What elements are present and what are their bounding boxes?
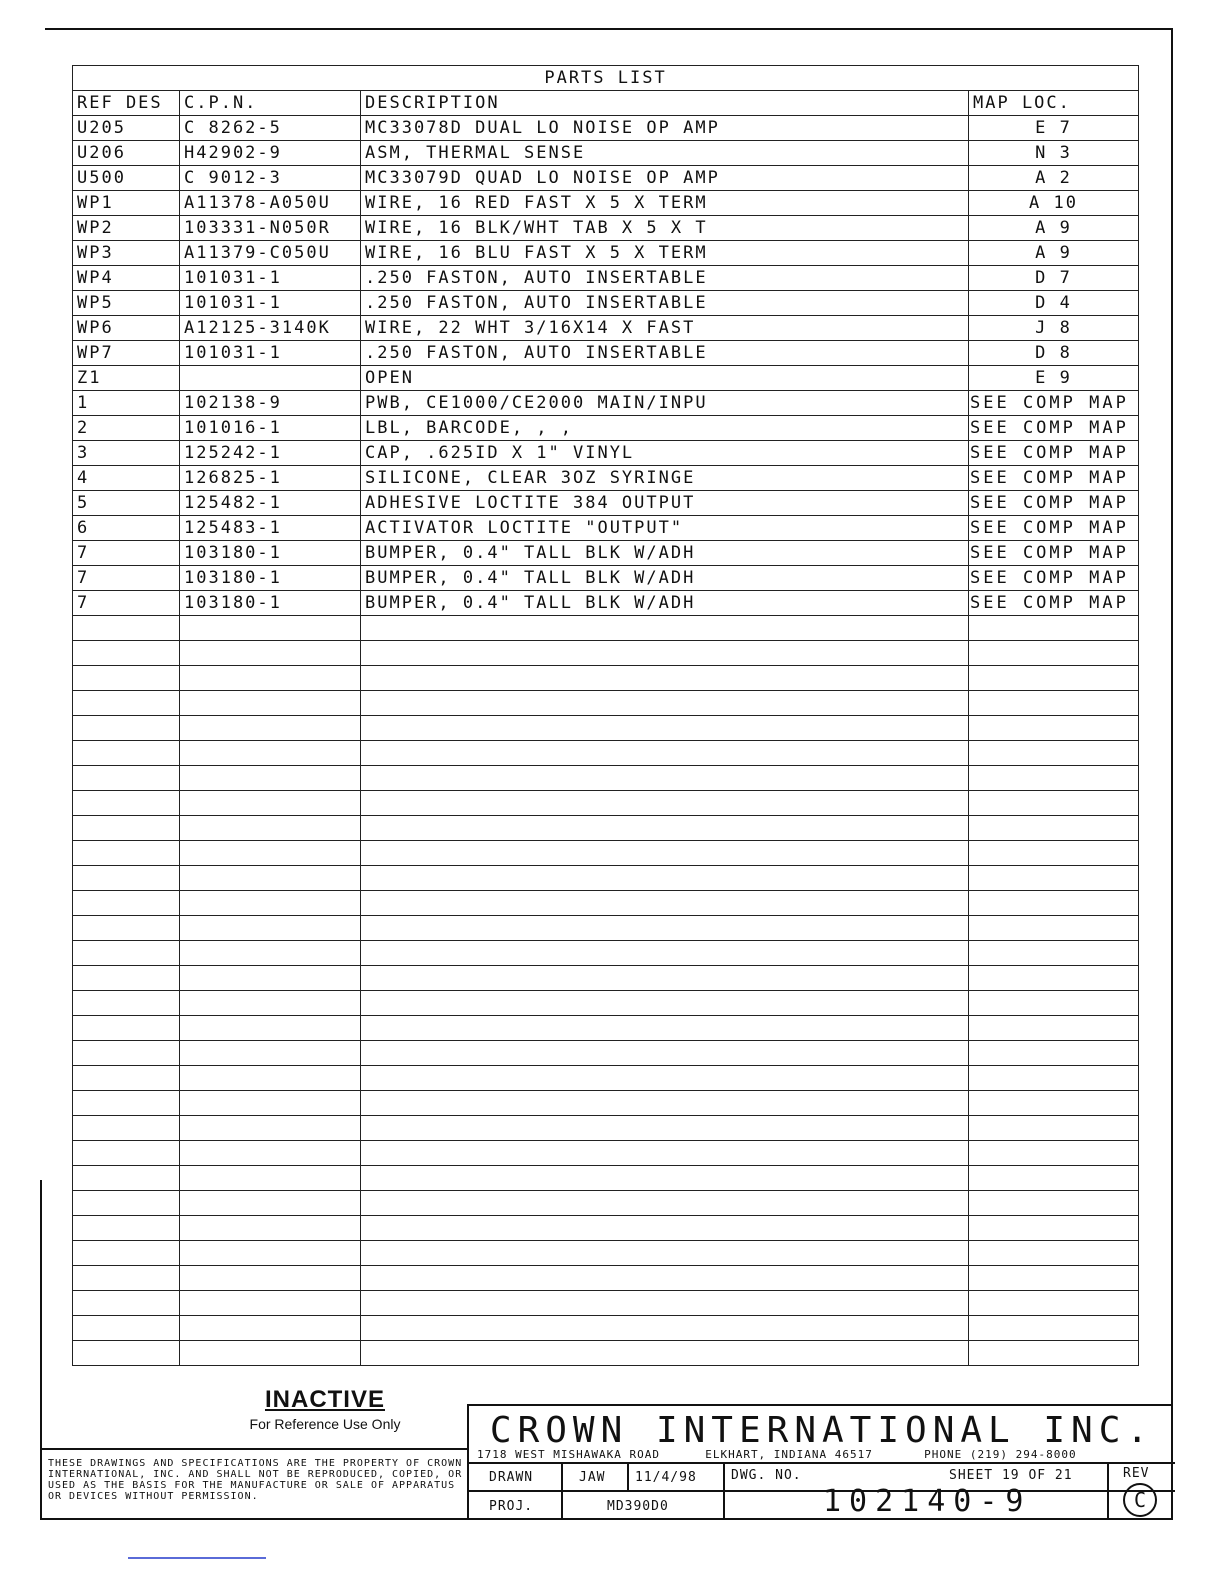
notice-text: THESE DRAWINGS AND SPECIFICATIONS ARE THE PROPERTY OF CROWN INTERNATIONAL, INC. AND SHALL NOT BE REPRODUCED, COPIED, OR USED AS THE BASIS FOR THE MANUFACTURE OR SALE OF APPARATUS OR DEVICES WITHOUT PERMISSION. <box>48 1458 463 1502</box>
empty-row <box>73 916 1139 941</box>
empty-cell <box>361 1066 969 1091</box>
empty-cell <box>180 1191 361 1216</box>
cell-ref-des: 2 <box>73 416 180 441</box>
table-row <box>73 166 1139 191</box>
cell-divider-drawn <box>561 1462 563 1490</box>
empty-cell <box>180 866 361 891</box>
empty-row <box>73 1316 1139 1341</box>
empty-cell <box>361 641 969 666</box>
empty-row <box>73 841 1139 866</box>
empty-cell <box>969 991 1139 1016</box>
empty-cell <box>361 991 969 1016</box>
cell-map-loc: A 10 <box>969 191 1139 216</box>
title-block-divider-1 <box>469 1462 1175 1464</box>
empty-cell <box>73 966 180 991</box>
cell-map-loc: SEE COMP MAP <box>969 391 1139 416</box>
cell-map-loc: E 9 <box>969 366 1139 391</box>
cell-divider-rev <box>1107 1462 1109 1520</box>
property-notice <box>42 1448 467 1502</box>
empty-row <box>73 1066 1139 1091</box>
parts-list-body <box>73 116 1139 1366</box>
empty-cell <box>73 1216 180 1241</box>
empty-cell <box>180 766 361 791</box>
empty-cell <box>361 1316 969 1341</box>
empty-row <box>73 1091 1139 1116</box>
empty-cell <box>969 1216 1139 1241</box>
empty-cell <box>73 1116 180 1141</box>
empty-cell <box>361 1091 969 1116</box>
empty-row <box>73 616 1139 641</box>
table-row <box>73 341 1139 366</box>
empty-row <box>73 741 1139 766</box>
empty-cell <box>361 966 969 991</box>
table-row <box>73 266 1139 291</box>
parts-list-title: PARTS LIST <box>73 66 1139 91</box>
empty-cell <box>969 916 1139 941</box>
empty-cell <box>969 1016 1139 1041</box>
empty-cell <box>969 1091 1139 1116</box>
table-row <box>73 241 1139 266</box>
empty-row <box>73 666 1139 691</box>
cell-map-loc: SEE COMP MAP <box>969 566 1139 591</box>
empty-cell <box>180 1241 361 1266</box>
cell-cpn: 101016-1 <box>180 416 361 441</box>
cell-ref-des: Z1 <box>73 366 180 391</box>
empty-cell <box>180 1091 361 1116</box>
empty-cell <box>73 866 180 891</box>
empty-row <box>73 1166 1139 1191</box>
table-row <box>73 116 1139 141</box>
cell-map-loc: D 7 <box>969 266 1139 291</box>
empty-row <box>73 1341 1139 1366</box>
cell-ref-des: 3 <box>73 441 180 466</box>
empty-cell <box>361 1291 969 1316</box>
empty-cell <box>180 1116 361 1141</box>
proj-number: MD390D0 <box>607 1499 669 1514</box>
cell-map-loc: J 8 <box>969 316 1139 341</box>
empty-cell <box>969 716 1139 741</box>
empty-cell <box>969 866 1139 891</box>
empty-cell <box>180 1216 361 1241</box>
empty-cell <box>361 1266 969 1291</box>
cell-description: OPEN <box>361 366 969 391</box>
empty-cell <box>969 841 1139 866</box>
inactive-stamp <box>236 1386 414 1432</box>
empty-cell <box>180 966 361 991</box>
empty-cell <box>361 941 969 966</box>
cell-description: ADHESIVE LOCTITE 384 OUTPUT <box>361 491 969 516</box>
cell-cpn: 103180-1 <box>180 541 361 566</box>
empty-cell <box>73 1016 180 1041</box>
cell-description: BUMPER, 0.4" TALL BLK W/ADH <box>361 566 969 591</box>
empty-cell <box>361 1341 969 1366</box>
empty-cell <box>73 1041 180 1066</box>
empty-cell <box>180 991 361 1016</box>
dwg-no-label: DWG. NO. <box>731 1468 802 1483</box>
cell-map-loc: A 9 <box>969 216 1139 241</box>
empty-cell <box>969 1116 1139 1141</box>
table-row <box>73 591 1139 616</box>
empty-cell <box>180 916 361 941</box>
empty-cell <box>969 1341 1139 1366</box>
table-row <box>73 316 1139 341</box>
cell-divider-proj <box>561 1490 563 1520</box>
cell-ref-des: U205 <box>73 116 180 141</box>
empty-cell <box>73 891 180 916</box>
cell-map-loc: SEE COMP MAP <box>969 466 1139 491</box>
empty-cell <box>73 991 180 1016</box>
empty-cell <box>180 791 361 816</box>
cell-cpn: A12125-3140K <box>180 316 361 341</box>
empty-cell <box>180 1166 361 1191</box>
empty-cell <box>73 1141 180 1166</box>
cell-cpn: A11379-C050U <box>180 241 361 266</box>
cell-cpn: 101031-1 <box>180 291 361 316</box>
drawn-label: DRAWN <box>489 1470 534 1485</box>
cell-cpn: 103331-N050R <box>180 216 361 241</box>
empty-row <box>73 1016 1139 1041</box>
empty-row <box>73 941 1139 966</box>
empty-cell <box>73 641 180 666</box>
empty-cell <box>361 1141 969 1166</box>
empty-cell <box>361 791 969 816</box>
empty-cell <box>969 616 1139 641</box>
empty-cell <box>73 1291 180 1316</box>
empty-cell <box>180 1316 361 1341</box>
cell-ref-des: 5 <box>73 491 180 516</box>
empty-cell <box>73 616 180 641</box>
empty-cell <box>73 691 180 716</box>
empty-cell <box>73 941 180 966</box>
empty-cell <box>361 816 969 841</box>
table-row <box>73 191 1139 216</box>
empty-cell <box>361 1166 969 1191</box>
cell-cpn: 101031-1 <box>180 341 361 366</box>
rev-label: REV <box>1123 1466 1150 1481</box>
reference-note: For Reference Use Only <box>249 1416 401 1432</box>
empty-cell <box>73 766 180 791</box>
empty-cell <box>361 1041 969 1066</box>
cell-cpn: A11378-A050U <box>180 191 361 216</box>
empty-cell <box>969 691 1139 716</box>
title-block-divider-2 <box>469 1490 1175 1492</box>
cell-description: CAP, .625ID X 1" VINYL <box>361 441 969 466</box>
table-row <box>73 391 1139 416</box>
drawing-number: 102140-9 <box>823 1484 1032 1519</box>
empty-cell <box>73 1241 180 1266</box>
cell-description: ASM, THERMAL SENSE <box>361 141 969 166</box>
empty-cell <box>361 841 969 866</box>
rev-letter: C <box>1123 1483 1157 1517</box>
cell-cpn: C 8262-5 <box>180 116 361 141</box>
cell-cpn: 125483-1 <box>180 516 361 541</box>
cell-description: WIRE, 22 WHT 3/16X14 X FAST <box>361 316 969 341</box>
empty-row <box>73 791 1139 816</box>
empty-row <box>73 1141 1139 1166</box>
empty-cell <box>969 891 1139 916</box>
empty-cell <box>73 666 180 691</box>
cell-map-loc: SEE COMP MAP <box>969 416 1139 441</box>
empty-cell <box>361 866 969 891</box>
cell-ref-des: WP3 <box>73 241 180 266</box>
empty-cell <box>969 766 1139 791</box>
empty-row <box>73 866 1139 891</box>
empty-cell <box>73 1091 180 1116</box>
empty-cell <box>361 616 969 641</box>
empty-cell <box>73 1341 180 1366</box>
cell-ref-des: 7 <box>73 591 180 616</box>
cell-description: .250 FASTON, AUTO INSERTABLE <box>361 291 969 316</box>
empty-cell <box>180 1066 361 1091</box>
empty-cell <box>361 1116 969 1141</box>
empty-row <box>73 816 1139 841</box>
cell-description: .250 FASTON, AUTO INSERTABLE <box>361 266 969 291</box>
cell-ref-des: U500 <box>73 166 180 191</box>
empty-cell <box>969 1241 1139 1266</box>
cell-map-loc: N 3 <box>969 141 1139 166</box>
table-row <box>73 491 1139 516</box>
empty-row <box>73 1116 1139 1141</box>
empty-cell <box>361 1016 969 1041</box>
table-row <box>73 441 1139 466</box>
cell-ref-des: WP5 <box>73 291 180 316</box>
empty-row <box>73 891 1139 916</box>
company-name: CROWN INTERNATIONAL INC. <box>489 1410 1155 1451</box>
cell-ref-des: 7 <box>73 566 180 591</box>
empty-cell <box>180 691 361 716</box>
table-row <box>73 141 1139 166</box>
cell-cpn: 125482-1 <box>180 491 361 516</box>
empty-cell <box>969 1266 1139 1291</box>
empty-row <box>73 1291 1139 1316</box>
header-cpn: C.P.N. <box>180 91 361 116</box>
empty-cell <box>73 1066 180 1091</box>
empty-cell <box>361 1241 969 1266</box>
empty-cell <box>180 1291 361 1316</box>
empty-cell <box>969 941 1139 966</box>
header-map-loc: MAP LOC. <box>969 91 1139 116</box>
empty-cell <box>180 1016 361 1041</box>
header-ref-des: REF DES <box>73 91 180 116</box>
empty-cell <box>73 841 180 866</box>
empty-cell <box>969 741 1139 766</box>
empty-row <box>73 766 1139 791</box>
cell-map-loc: SEE COMP MAP <box>969 516 1139 541</box>
empty-cell <box>969 1041 1139 1066</box>
empty-row <box>73 1191 1139 1216</box>
empty-cell <box>180 616 361 641</box>
table-row <box>73 541 1139 566</box>
empty-cell <box>361 666 969 691</box>
cell-cpn: C 9012-3 <box>180 166 361 191</box>
title-block <box>467 1404 1173 1518</box>
cell-ref-des: U206 <box>73 141 180 166</box>
inactive-label: INACTIVE <box>264 1386 385 1413</box>
empty-row <box>73 641 1139 666</box>
cell-ref-des: 7 <box>73 541 180 566</box>
empty-cell <box>361 891 969 916</box>
empty-cell <box>73 791 180 816</box>
cell-description: MC33078D DUAL LO NOISE OP AMP <box>361 116 969 141</box>
empty-cell <box>361 1191 969 1216</box>
header-description: DESCRIPTION <box>361 91 969 116</box>
table-row <box>73 516 1139 541</box>
empty-cell <box>180 666 361 691</box>
empty-row <box>73 1241 1139 1266</box>
company-address-line <box>477 1448 1077 1461</box>
frame-right-border <box>1171 28 1173 1520</box>
cell-description: WIRE, 16 BLU FAST X 5 X TERM <box>361 241 969 266</box>
empty-cell <box>969 1291 1139 1316</box>
footer-link-line <box>128 1557 266 1559</box>
empty-cell <box>180 641 361 666</box>
cell-map-loc: SEE COMP MAP <box>969 591 1139 616</box>
empty-cell <box>73 816 180 841</box>
cell-description: ACTIVATOR LOCTITE "OUTPUT" <box>361 516 969 541</box>
table-row <box>73 466 1139 491</box>
cell-divider-jaw <box>627 1462 629 1490</box>
cell-cpn: H42902-9 <box>180 141 361 166</box>
cell-description: PWB, CE1000/CE2000 MAIN/INPU <box>361 391 969 416</box>
empty-cell <box>969 791 1139 816</box>
empty-cell <box>180 816 361 841</box>
cell-description: WIRE, 16 BLK/WHT TAB X 5 X T <box>361 216 969 241</box>
cell-description: SILICONE, CLEAR 3OZ SYRINGE <box>361 466 969 491</box>
empty-cell <box>361 741 969 766</box>
cell-divider-date <box>723 1462 725 1520</box>
empty-cell <box>180 1341 361 1366</box>
cell-cpn: 125242-1 <box>180 441 361 466</box>
cell-map-loc: D 8 <box>969 341 1139 366</box>
empty-row <box>73 691 1139 716</box>
cell-description: WIRE, 16 RED FAST X 5 X TERM <box>361 191 969 216</box>
empty-cell <box>180 716 361 741</box>
empty-cell <box>180 1266 361 1291</box>
cell-cpn <box>180 366 361 391</box>
empty-cell <box>361 691 969 716</box>
cell-ref-des: 4 <box>73 466 180 491</box>
cell-ref-des: 6 <box>73 516 180 541</box>
cell-map-loc: A 2 <box>969 166 1139 191</box>
table-row <box>73 366 1139 391</box>
cell-cpn: 126825-1 <box>180 466 361 491</box>
empty-cell <box>969 1141 1139 1166</box>
cell-description: .250 FASTON, AUTO INSERTABLE <box>361 341 969 366</box>
table-row <box>73 566 1139 591</box>
empty-row <box>73 991 1139 1016</box>
empty-cell <box>969 1166 1139 1191</box>
company-phone: PHONE (219) 294-8000 <box>924 1448 1077 1461</box>
cell-ref-des: WP7 <box>73 341 180 366</box>
cell-ref-des: WP4 <box>73 266 180 291</box>
cell-description: MC33079D QUAD LO NOISE OP AMP <box>361 166 969 191</box>
cell-ref-des: WP2 <box>73 216 180 241</box>
empty-row <box>73 1041 1139 1066</box>
empty-cell <box>969 666 1139 691</box>
empty-cell <box>73 1316 180 1341</box>
empty-cell <box>73 741 180 766</box>
drawn-by: JAW <box>579 1470 606 1485</box>
table-row <box>73 216 1139 241</box>
cell-map-loc: A 9 <box>969 241 1139 266</box>
parts-list-table <box>72 65 1139 1366</box>
empty-cell <box>969 1316 1139 1341</box>
cell-map-loc: SEE COMP MAP <box>969 491 1139 516</box>
cell-cpn: 103180-1 <box>180 566 361 591</box>
empty-cell <box>180 741 361 766</box>
table-row <box>73 416 1139 441</box>
empty-cell <box>180 891 361 916</box>
empty-cell <box>180 841 361 866</box>
cell-ref-des: WP6 <box>73 316 180 341</box>
empty-row <box>73 716 1139 741</box>
empty-cell <box>969 816 1139 841</box>
empty-cell <box>73 916 180 941</box>
company-address: 1718 WEST MISHAWAKA ROAD <box>477 1448 660 1461</box>
cell-map-loc: D 4 <box>969 291 1139 316</box>
empty-cell <box>361 1216 969 1241</box>
empty-cell <box>73 1191 180 1216</box>
empty-row <box>73 1266 1139 1291</box>
empty-cell <box>361 766 969 791</box>
empty-cell <box>361 916 969 941</box>
cell-description: LBL, BARCODE, , , <box>361 416 969 441</box>
cell-description: BUMPER, 0.4" TALL BLK W/ADH <box>361 591 969 616</box>
cell-map-loc: E 7 <box>969 116 1139 141</box>
empty-cell <box>969 641 1139 666</box>
empty-cell <box>180 941 361 966</box>
empty-cell <box>969 966 1139 991</box>
company-city: ELKHART, INDIANA 46517 <box>705 1448 873 1461</box>
cell-map-loc: SEE COMP MAP <box>969 441 1139 466</box>
table-row <box>73 291 1139 316</box>
proj-label: PROJ. <box>489 1499 534 1514</box>
empty-cell <box>969 1191 1139 1216</box>
empty-row <box>73 966 1139 991</box>
cell-description: BUMPER, 0.4" TALL BLK W/ADH <box>361 541 969 566</box>
cell-cpn: 103180-1 <box>180 591 361 616</box>
cell-ref-des: WP1 <box>73 191 180 216</box>
drawn-date: 11/4/98 <box>635 1470 697 1485</box>
cell-ref-des: 1 <box>73 391 180 416</box>
empty-cell <box>73 1266 180 1291</box>
empty-cell <box>73 716 180 741</box>
empty-row <box>73 1216 1139 1241</box>
empty-cell <box>969 1066 1139 1091</box>
cell-cpn: 102138-9 <box>180 391 361 416</box>
cell-cpn: 101031-1 <box>180 266 361 291</box>
frame-top-border <box>45 28 1173 30</box>
cell-map-loc: SEE COMP MAP <box>969 541 1139 566</box>
sheet-number: SHEET 19 OF 21 <box>949 1468 1073 1483</box>
empty-cell <box>73 1166 180 1191</box>
empty-cell <box>361 716 969 741</box>
empty-cell <box>180 1141 361 1166</box>
empty-cell <box>180 1041 361 1066</box>
